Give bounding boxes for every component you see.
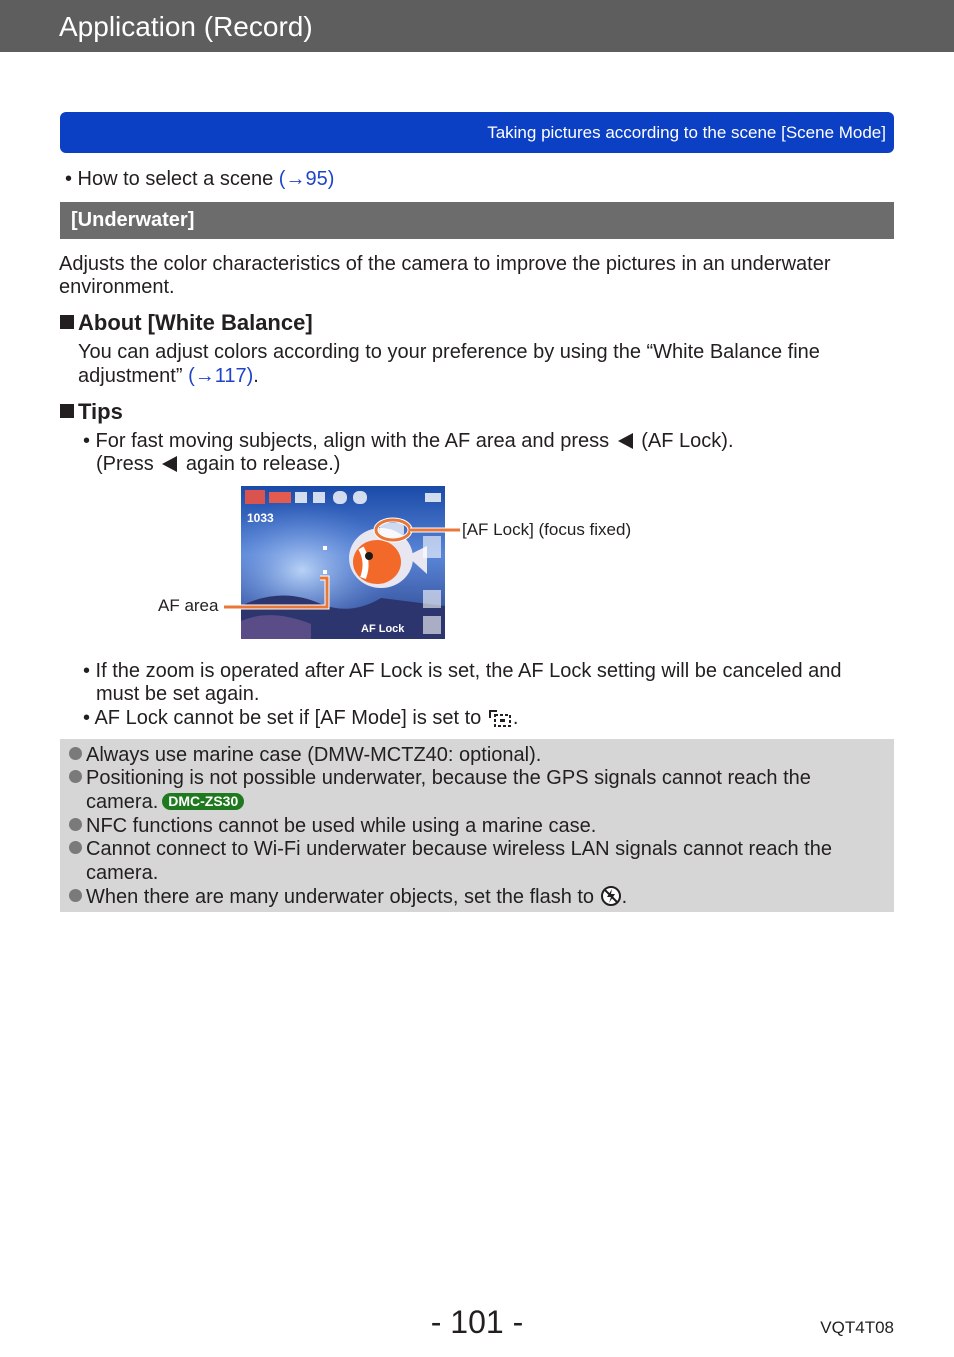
round-bullet-icon xyxy=(69,889,82,902)
tip-1-text-d: again to release.) xyxy=(180,453,341,475)
lcd-af-lock-label: AF Lock xyxy=(361,623,405,635)
tip-3-period: . xyxy=(512,707,519,729)
tip-1-text-c: (Press xyxy=(96,453,160,475)
wb-link[interactable]: (→117) xyxy=(188,365,254,387)
notes-box xyxy=(60,739,894,912)
tip-3-text: • AF Lock cannot be set if [AF Mode] is set to xyxy=(83,707,487,729)
note-5 xyxy=(69,885,627,913)
intro-line-1: Adjusts the color characteristics of the camera to improve the pictures in an underwater xyxy=(59,253,831,275)
callout-af-lock: [AF Lock] (focus fixed) xyxy=(462,520,632,539)
af-tracking-icon xyxy=(487,708,513,734)
note-3-text: NFC functions cannot be used while using a marine case. xyxy=(86,815,597,837)
lcd-count: 1033 xyxy=(247,511,274,525)
wb-heading-text: About [White Balance] xyxy=(78,310,313,335)
note-4-text: Cannot connect to Wi-Fi underwater because wireless LAN signals cannot reach the xyxy=(86,838,832,860)
note-2-line-1 xyxy=(69,766,811,790)
note-1 xyxy=(69,743,541,767)
round-bullet-icon xyxy=(69,747,82,760)
note-4-line-2: camera. xyxy=(86,862,159,884)
wb-period: . xyxy=(253,365,259,387)
note-2-text: Positioning is not possible underwater, because the GPS signals cannot reach the xyxy=(86,767,811,789)
note-5-period: . xyxy=(621,886,628,908)
callout-af-area: AF area xyxy=(158,596,219,615)
tips-heading-text: Tips xyxy=(78,399,123,424)
round-bullet-icon xyxy=(69,841,82,854)
how-to-select-link[interactable]: (→95) xyxy=(278,168,335,190)
round-bullet-icon xyxy=(69,818,82,831)
tip-2-line-2: must be set again. xyxy=(96,683,260,705)
tip-3-line xyxy=(83,706,518,734)
section-title: Taking pictures according to the scene [Scene Mode] xyxy=(487,123,886,142)
wb-line-2-text: adjustment” xyxy=(78,365,189,387)
flash-off-icon xyxy=(600,885,622,913)
tip-2-line-1: • If the zoom is operated after AF Lock is set, the AF Lock setting will be canceled and xyxy=(83,660,842,682)
subsection-title: [Underwater] xyxy=(71,209,195,231)
tip-1-text-b: (AF Lock). xyxy=(635,430,734,452)
wb-line-1: You can adjust colors according to your preference by using the “White Balance fine xyxy=(78,341,820,363)
note-1-text: Always use marine case (DMW-MCTZ40: optional). xyxy=(86,744,542,766)
af-lock-highlight xyxy=(376,520,410,540)
af-area-callout-line xyxy=(224,578,327,607)
note-2-text-cont: camera. xyxy=(86,791,159,813)
tip-1-text-a: • For fast moving subjects, align with the AF area and press xyxy=(83,430,615,452)
note-2-line-2 xyxy=(86,790,244,814)
round-bullet-icon xyxy=(69,770,82,783)
model-badge: DMC-ZS30 xyxy=(162,793,244,810)
note-3 xyxy=(69,814,596,838)
intro-line-2: environment. xyxy=(59,276,175,298)
document-code: VQT4T08 xyxy=(820,1318,894,1337)
how-to-select-text: • How to select a scene xyxy=(65,168,279,190)
note-4-line-1 xyxy=(69,837,832,861)
header-title: Application (Record) xyxy=(59,11,313,42)
page-number: - 101 - xyxy=(430,1304,524,1340)
note-5-text: When there are many underwater objects, set the flash to xyxy=(86,886,600,908)
